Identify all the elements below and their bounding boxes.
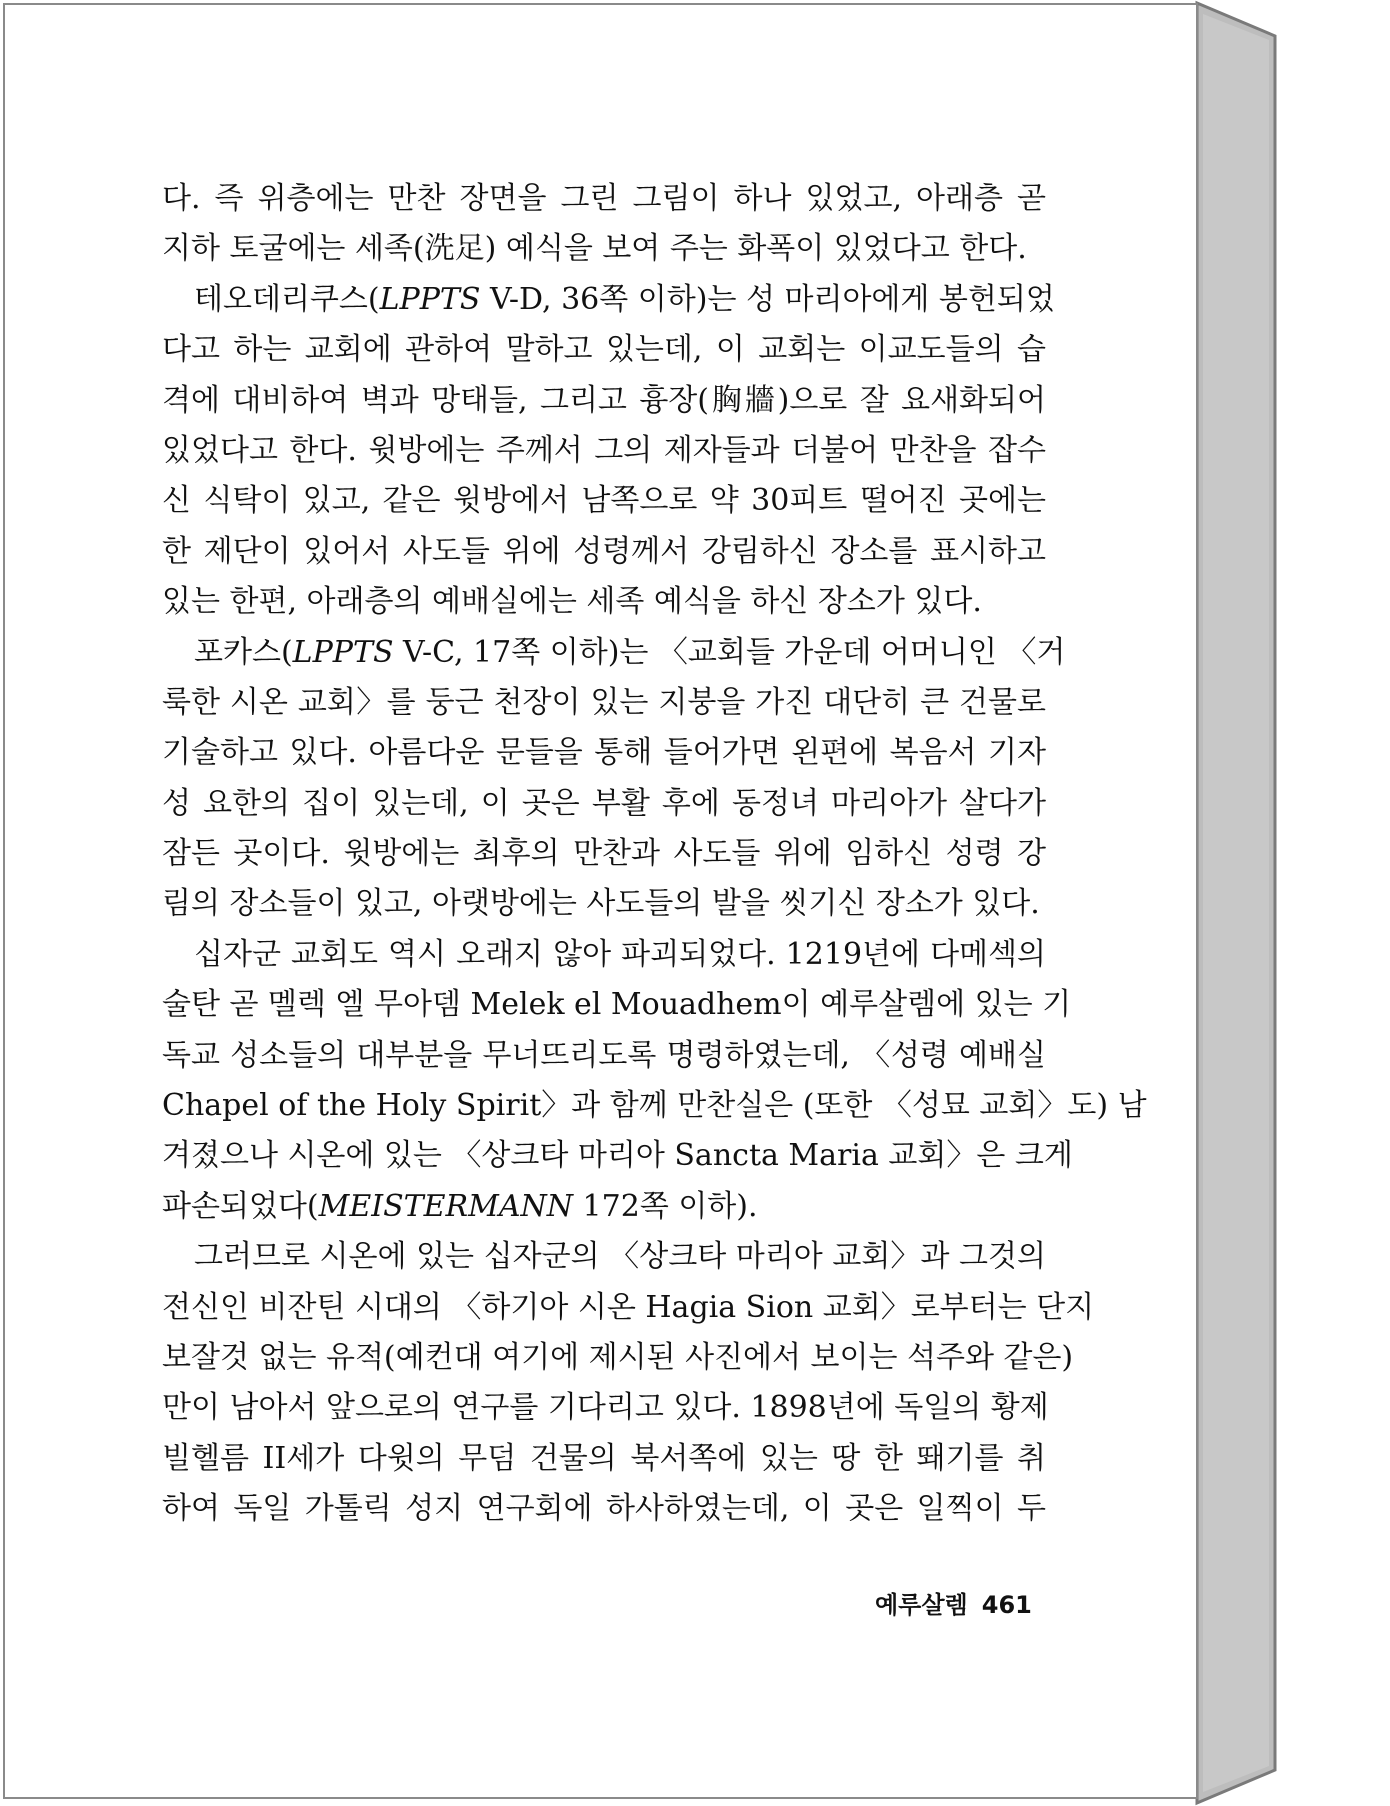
text-line: 하여 독일 가톨릭 성지 연구회에 하사하였는데, 이 곳은 일찍이 두 <box>162 1491 1046 1527</box>
body-text <box>162 174 1147 1535</box>
text-line: Chapel of the Holy Spirit〉과 함께 만찬실은 (또한 〈성묘 교회〉도) 남 <box>162 1088 1147 1124</box>
text-line: 겨졌으나 시온에 있는 〈상크타 마리아 Sancta Maria 교회〉은 크게 <box>162 1138 1073 1174</box>
text-line: 신 식탁이 있고, 같은 윗방에서 남쪽으로 약 30피트 떨어진 곳에는 <box>162 483 1046 519</box>
page-footer <box>875 1585 1032 1620</box>
text-line: 한 제단이 있어서 사도들 위에 성령께서 강림하신 장소를 표시하고 <box>162 533 1046 569</box>
source-abbreviation: LPPTS <box>379 281 481 317</box>
text-line: 잠든 곳이다. 윗방에는 최후의 만찬과 사도들 위에 임하신 성령 강 <box>162 836 1046 872</box>
text-line: 지하 토굴에는 세족(洗足) 예식을 보여 주는 화폭이 있었다고 한다. <box>162 231 1027 267</box>
text-line: 룩한 시온 교회〉를 둥근 천장이 있는 지붕을 가진 대단히 큰 건물로 <box>162 684 1046 720</box>
text-line: 십자군 교회도 역시 오래지 않아 파괴되었다. 1219년에 다메섹의 <box>194 936 1046 972</box>
page-number: 461 <box>981 1591 1032 1619</box>
text-line: 다고 하는 교회에 관하여 말하고 있는데, 이 교회는 이교도들의 습 <box>162 332 1046 368</box>
text-line: 다. 즉 위층에는 만찬 장면을 그린 그림이 하나 있었고, 아래층 곧 <box>162 181 1046 216</box>
source-abbreviation: MEISTERMANN <box>318 1188 574 1224</box>
text-line: 파손되었다(MEISTERMANN 172쪽 이하). <box>162 1188 758 1224</box>
text-line: 보잘것 없는 유적(예컨대 여기에 제시된 사진에서 보이는 석주와 같은) <box>162 1339 1074 1375</box>
text-line: 포카스(LPPTS V-C, 17쪽 이하)는 〈교회들 가운데 어머니인 〈거 <box>194 634 1066 670</box>
text-line: 만이 남아서 앞으로의 연구를 기다리고 있다. 1898년에 독일의 황제 <box>162 1390 1049 1426</box>
text-line: 성 요한의 집이 있는데, 이 곳은 부활 후에 동정녀 마리아가 살다가 <box>162 785 1046 821</box>
running-title: 예루살렘 <box>875 1591 968 1619</box>
text-line: 있는 한편, 아래층의 예배실에는 세족 예식을 하신 장소가 있다. <box>162 584 982 620</box>
text-line: 기술하고 있다. 아름다운 문들을 통해 들어가면 왼편에 복음서 기자 <box>162 735 1046 771</box>
text-line: 격에 대비하여 벽과 망태들, 그리고 흉장(胸牆)으로 잘 요새화되어 <box>162 382 1046 418</box>
source-abbreviation: LPPTS <box>292 634 394 670</box>
text-line: 테오데리쿠스(LPPTS V-D, 36쪽 이하)는 성 마리아에게 봉헌되었 <box>194 281 1055 317</box>
text-line: 림의 장소들이 있고, 아랫방에는 사도들의 발을 씻기신 장소가 있다. <box>162 886 1040 922</box>
text-line: 그러므로 시온에 있는 십자군의 〈상크타 마리아 교회〉과 그것의 <box>194 1239 1046 1275</box>
text-line: 빌헬름 II세가 다윗의 무덤 건물의 북서쪽에 있는 땅 한 뙈기를 취 <box>162 1440 1046 1476</box>
text-line: 술탄 곧 멜렉 엘 무아뎀 Melek el Mouadhem이 예루살렘에 있는 기 <box>162 987 1072 1023</box>
text-line: 전신인 비잔틴 시대의 〈하기아 시온 Hagia Sion 교회〉로부터는 단지 <box>162 1289 1095 1325</box>
text-line: 있었다고 한다. 윗방에는 주께서 그의 제자들과 더불어 만찬을 잡수 <box>162 432 1046 468</box>
text-line: 독교 성소들의 대부분을 무너뜨리도록 명령하였는데, 〈성령 예배실 <box>162 1037 1046 1073</box>
